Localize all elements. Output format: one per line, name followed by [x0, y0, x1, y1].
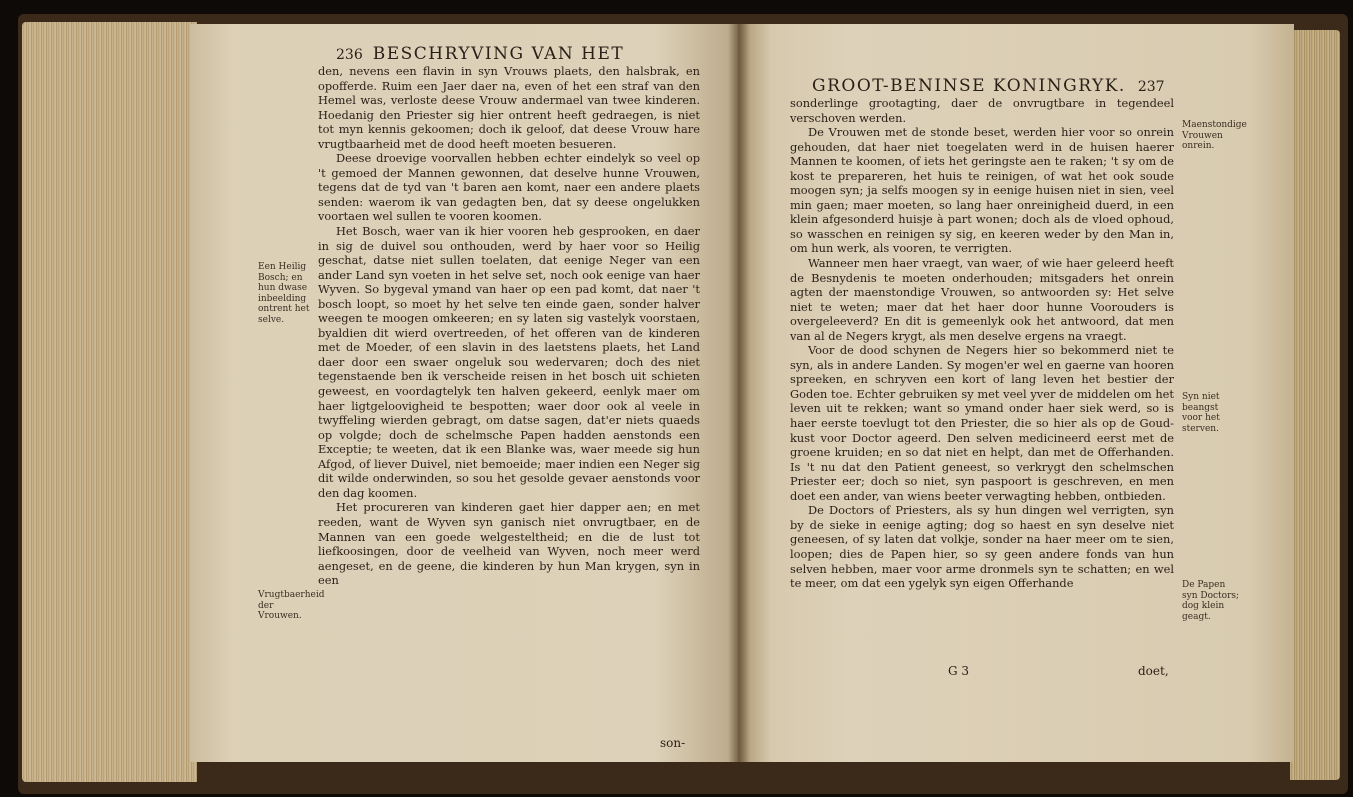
- left-margin-note: Een Heilig Bosch; en hun dwase inbeelding ontrent het selve.: [258, 262, 310, 325]
- left-paragraph: Het Bosch, waer van ik hier vooren heb gesprooken, en daer in sig de duivel sou onthouden, werd by haer voor so Heilig geschat, datse niet sullen toelaten, dat eenige Neger van een ander Land syn voeten in het selve set, noch ook eenige van haer Wyven. So bygeval ymand van haer op een pad komt, dat naer 't bosch loopt, so moet hy het selve ten einde gaen, sonder halver weegen te moogen omkeeren; en sy laten sig vastelyk voorstaen, byaldien dit wierd overtreeden, of het offeren van de kinderen met de Moeder, of een slavin in des laetstens plaets, het Land daer door een swaer ongeluk sou wedervaren; doch des niet tegenstaende ben ik verscheide reisen in het bosch uit schieten geweest, en voordagtelyk ten halven gekeerd, eenlyk maer om haer ligtgeloovigheid te bespotten; waer door ook al veele in twyffeling wierden gebragt, om datse sagen, dat'er niets quaeds op volgde; doch de schelmsche Papen hadden aenstonds een Exceptie; te weeten, dat ik een Blanke was, waer meede sig hun Afgod, of liever Duivel, niet bemoeide; maer indien een Neger sig dit wilde onderwinden, so sou het gesolde gevaer aenstonds voor den dag koomen.: [318, 224, 700, 500]
- right-running-head: [812, 76, 1175, 96]
- right-paragraph: Voor de dood schynen de Negers hier so bekommerd niet te syn, als in andere Landen. Sy mogen'er wel en gaerne van hooren spreeken, en schryven een kort of lang leven het bestier der Goden toe. Echter gebruiken sy met veel yver de middelen om het leven uit te rekken; want so ymand onder haer siek werd, so is haer eerste toevlugt tot den Priester, die so hier als op de Goud-kust voor Doctor ageerd. Den selven medicineerd eerst met de groene kruiden; en so dat niet en helpt, dan met de Offerhanden. Is 't nu dat den Patient geneest, so verkrygt den schelmschen Priester eer; doch so niet, syn paspoort is geschreven, en men doet een ander, van wiens beeter verwagting hebben, ontbieden.: [790, 343, 1174, 503]
- left-running-head: [336, 44, 624, 64]
- right-body-text: [790, 96, 1174, 591]
- right-paragraph: De Doctors of Priesters, als sy hun dingen wel verrigten, syn by de sieke in eenige agting; dog so haest en syn deselve niet geneesen, of sy laten dat volkje, sonder na haer meer om te sien, loopen; dies de Papen hier, so sy geen andere fonds van hun selven hebben, maer voor arme dronmels syn te schatten; en wel te meer, om dat een ygelyk syn eigen Offerhande: [790, 503, 1174, 591]
- left-paragraph: den, nevens een flavin in syn Vrouws plaets, den halsbrak, en opofferde. Ruim een Jaer daer na, even of het een straf van den Hemel was, verloste deese Vrouw andermael van twee kinderen. Hoedanig den Priester sig hier ontrent heeft gedraegen, is niet tot myn kennis gekoomen; doch ik geloof, dat deese Vrouw hare vrugtbaarheid met de dood heeft moeten besueren.: [318, 64, 700, 151]
- page-edges-right: [1290, 30, 1340, 780]
- left-paragraph: Het procureren van kinderen gaet hier dapper aen; en met reeden, want de Wyven syn ganisch niet onvrugtbaer, en de Mannen van een goede welgesteltheid; en die de lust tot liefkoosingen, door de veelheid van Wyven, noch meer werd aengeset, en de geene, die kinderen by hun Man krygen, syn in een: [318, 500, 700, 588]
- right-page: [738, 24, 1294, 762]
- left-page-number: 236: [336, 47, 363, 63]
- right-margin-note: Maenstondige Vrouwen onrein.: [1182, 120, 1247, 151]
- right-head-title: GROOT-BENINSE KONINGRYK.: [812, 76, 1126, 96]
- right-page-number: 237: [1137, 79, 1165, 95]
- right-margin-note: De Papen syn Doctors; dog klein geagt.: [1182, 580, 1240, 622]
- right-catchword: doet,: [1138, 664, 1169, 678]
- right-paragraph: Wanneer men haer vraegt, van waer, of wie haer geleerd heeft de Besnydenis te moeten onderhouden; mitsgaders het onrein agten der maenstondige Vrouwen, so antwoorden sy: Het selve niet te weten; maer dat het haer door hunne Voorouders is overgeleeverd? En dit is gemeenlyk ook het antwoord, dat men van al de Negers krygt, als men deselve ergens na vraegt.: [790, 256, 1174, 343]
- right-margin-note: Syn niet beangst voor het sterven.: [1182, 392, 1220, 434]
- book-gutter: [728, 24, 750, 762]
- left-head-title: BESCHRYVING VAN HET: [372, 44, 625, 64]
- signature-mark: G 3: [948, 664, 970, 678]
- left-body-text: [318, 64, 700, 588]
- page-edges-left: [22, 22, 197, 782]
- left-page: [190, 24, 738, 762]
- left-margin-note: Vrugtbaerheid der Vrouwen.: [258, 590, 325, 621]
- left-paragraph: Deese droevige voorvallen hebben echter eindelyk so veel op 't gemoed der Mannen gewonnen, dat deselve hunne Vrouwen, tegens dat de tyd van 't baren aen komt, naer een andere plaets senden: waerom ik van gedagten ben, dat sy deese ongelukken voortaen wel sullen te vooren koomen.: [318, 151, 700, 224]
- right-paragraph: De Vrouwen met de stonde beset, werden hier voor so onrein gehouden, dat haer niet toegelaten werd in de huisen haerer Mannen te koomen, of iets het geringste aen te raken; 't sy om de kost te prepareren, het huis te reinigen, of wat het ook soude moogen syn; ja selfs moogen sy in eenige huisen niet in sien, veel min gaen; maer moeten, so lang haer onreinigheid duerd, in een klein afgesonderd huisje à part wonen; doch als de vloed ophoud, so wasschen en reinigen sy sig, en keeren weder by den Man in, om hun werk, als vooren, te verrigten.: [790, 125, 1174, 256]
- left-catchword: son-: [660, 736, 686, 750]
- right-paragraph: sonderlinge grootagting, daer de onvrugtbare in tegendeel verschoven werden.: [790, 96, 1174, 125]
